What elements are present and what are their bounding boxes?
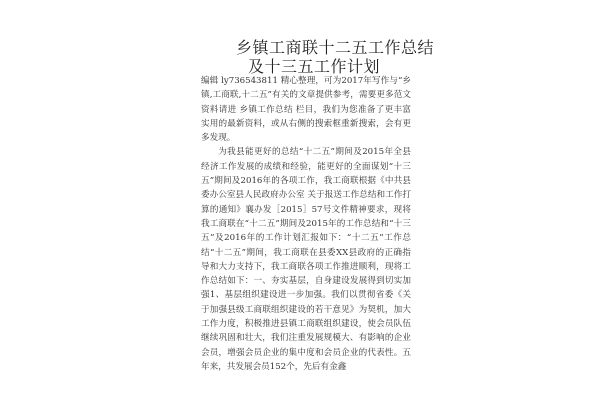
title-line-2: 及十三五工作计划 (248, 57, 381, 76)
document-body (201, 74, 411, 374)
title-line-1: 乡镇工商联十二五工作总结 (236, 38, 435, 57)
document-title (236, 38, 576, 76)
intro-paragraph: 编辑 ly736543811 精心整理，可为2017年写作与“乡镇,工商联,十二五”有关的文章提供参考，需要更多范文资料请进 乡镇工作总结 栏目，我们为您准备了更丰富实用的最新资料，或从右侧的搜索框重新搜索，会有更多发现。 (201, 76, 411, 144)
main-paragraph: 为我县能更好的总结“十二五”期间及2015年全县经济工作发展的成绩和经验，能更好的全面谋划“十三五”期间及2016年的各项工作，我工商联根据《中共县委办公室县人民政府办公室 关于报送工作总结和工作打算的通知》襄办发［2015］57号文件精神要求，现将我工商联在“十二五”期间及2015年的工作总结和“十三五”及2016年的工作计划汇报如下：“十二五”工作总结“十二五”期间，我工商联在县委XX县政府的正确指导和大力支持下，我工商联各项工作推进顺利，现将工作总结如下：一、夯实基层，自身建设发展得到切实加强1、基层组织建设进一步加强。我们以贯彻省委《关于加强县级工商联组织建设的若干意见》为契机，加大工作力度，积极推进县镇工商联组织建设，使会员队伍继续巩固和壮大，我们注重发展规模大、有影响的企业会员，增强会员企业的集中度和会员企业的代表性。五年来，共发展会员152个，先后有金鑫 (201, 147, 411, 372)
